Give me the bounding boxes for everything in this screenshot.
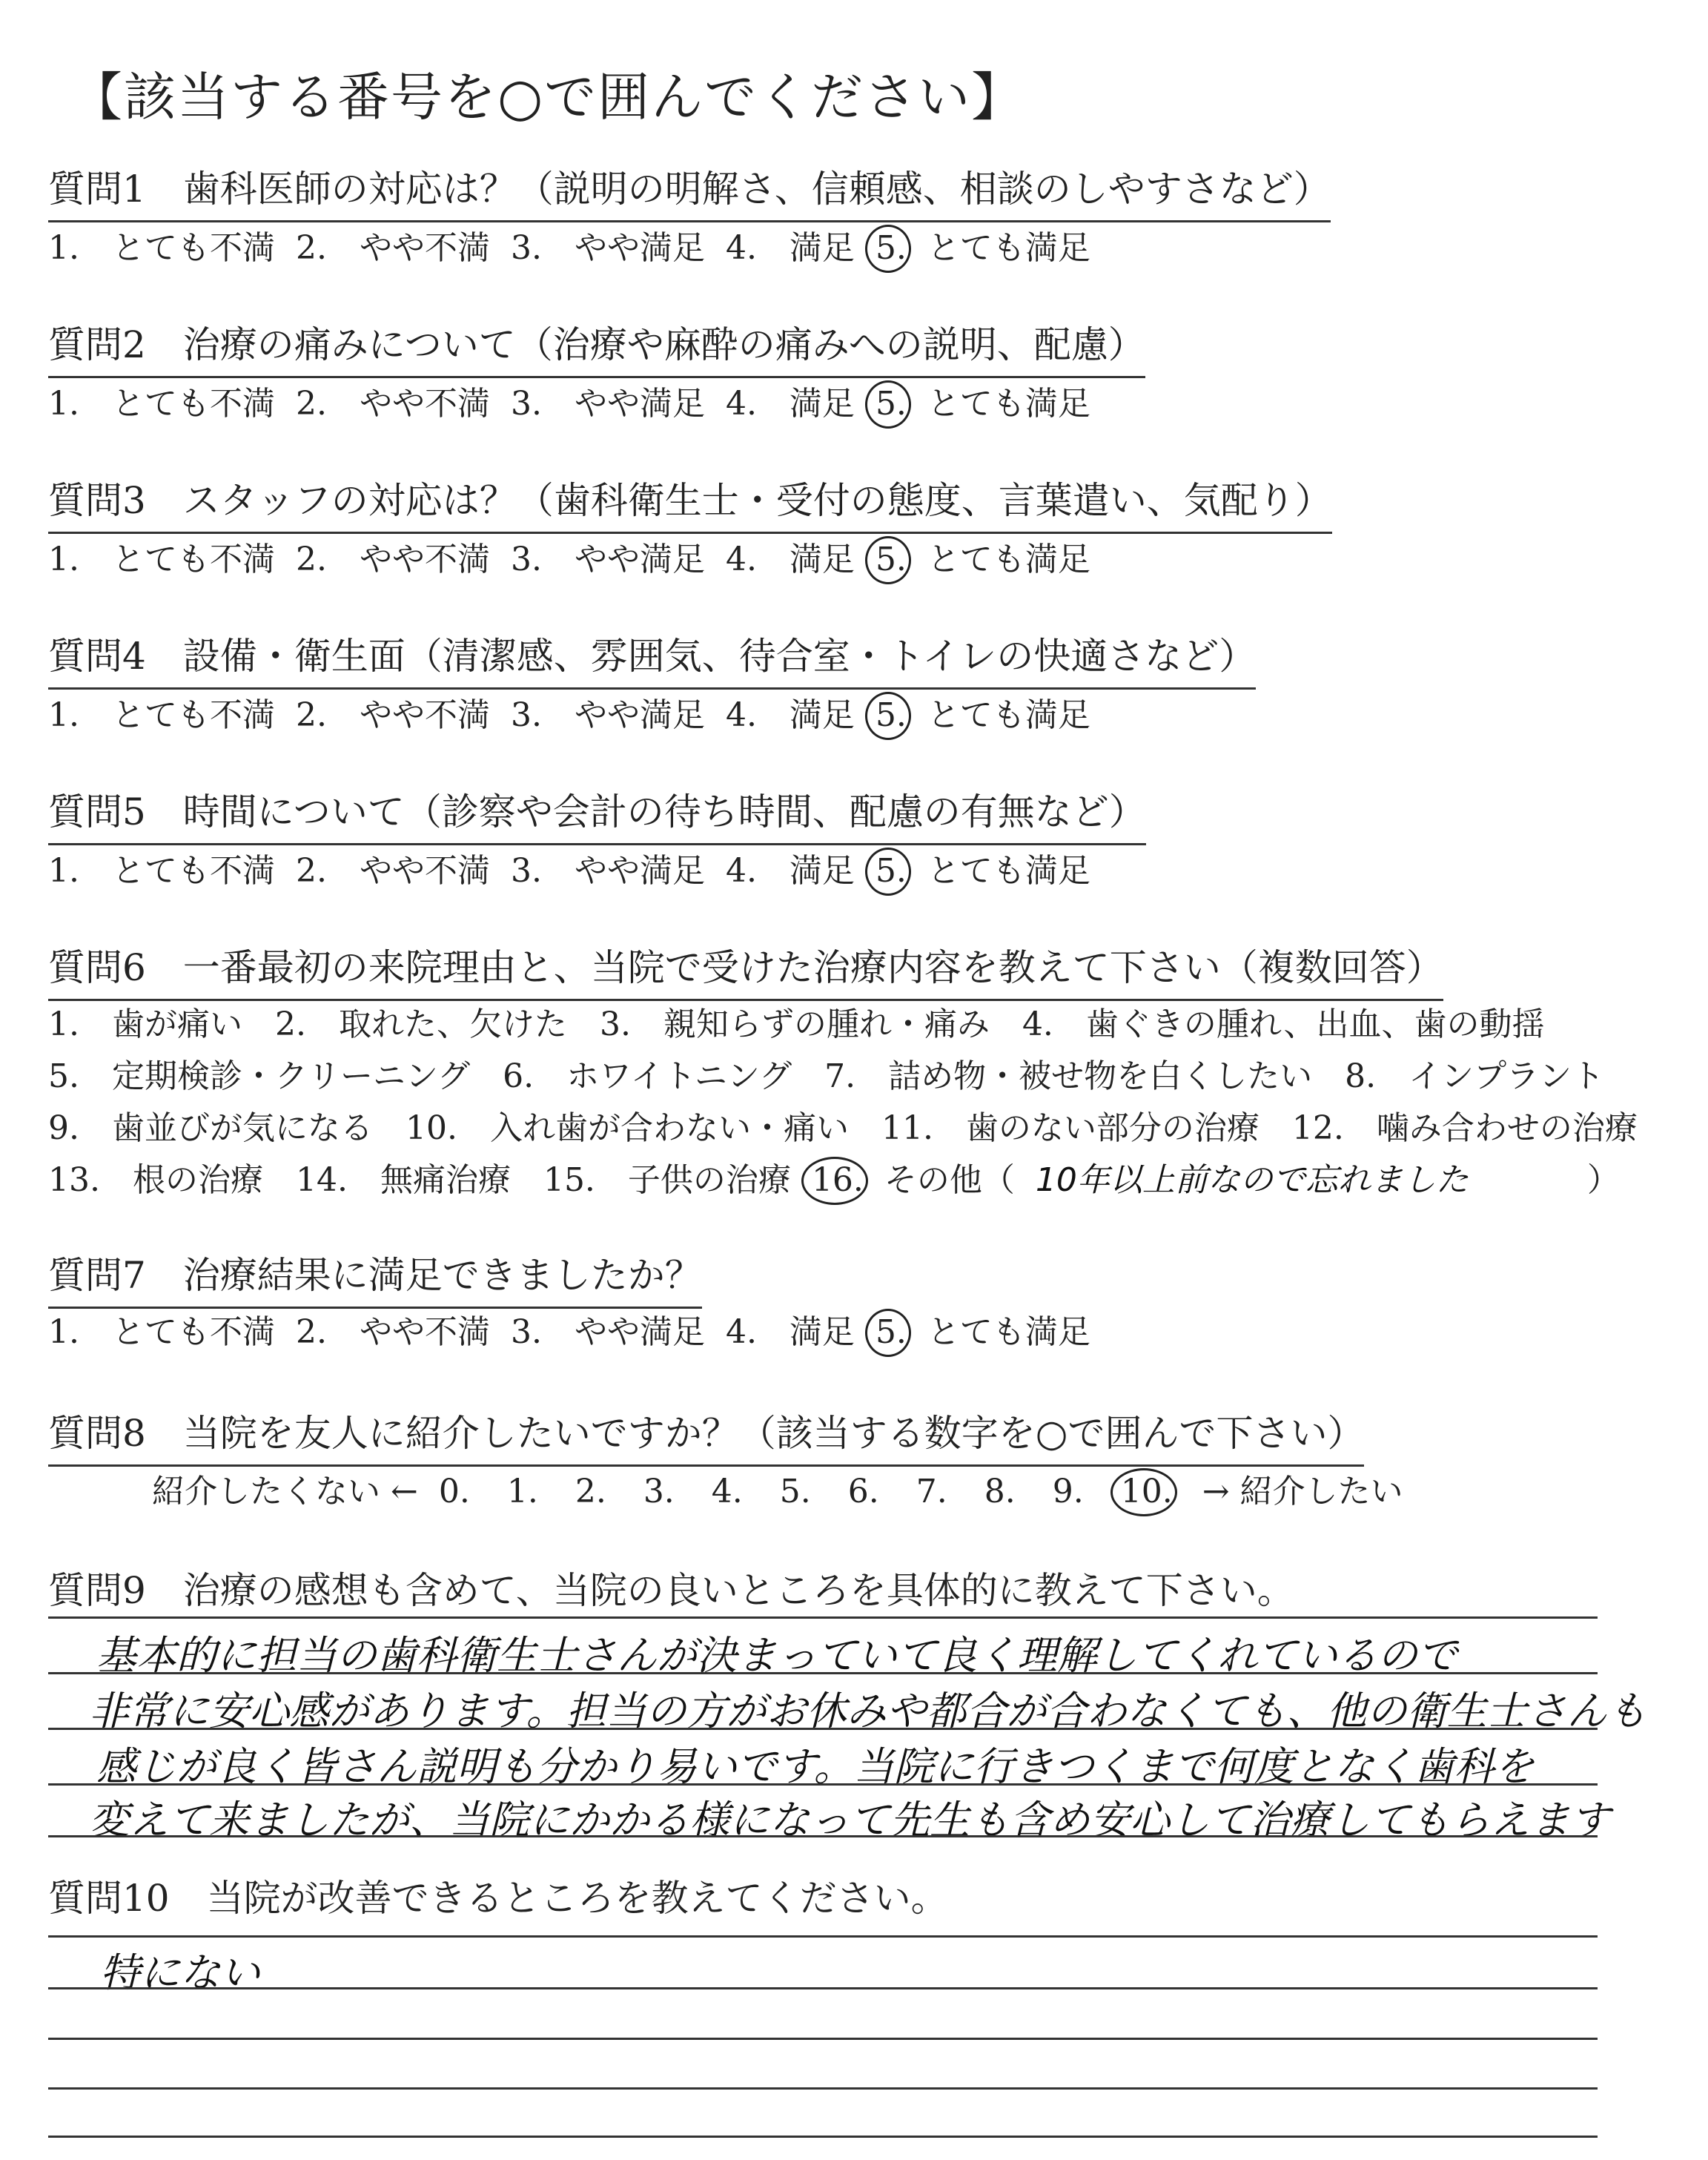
option-5-label: とても満足 bbox=[927, 229, 1090, 267]
question-7-heading: 質問7 治療結果に満足できましたか？ bbox=[48, 1246, 702, 1309]
question-10-answer[interactable]: 特にない bbox=[100, 1949, 260, 1996]
option-5-label: とても満足 bbox=[927, 385, 1090, 423]
question-6-row-2[interactable]: 5. 定期検診・クリーニング 6. ホワイトニング 7. 詰め物・被せ物を白くしたい 8. インプラント bbox=[48, 1057, 1605, 1095]
option-4[interactable]: 4. 満足 bbox=[725, 1313, 855, 1351]
option-4[interactable]: 4. 満足 bbox=[725, 229, 855, 267]
option-1[interactable]: 1. とても不満 bbox=[48, 852, 275, 890]
question-9-answer-line-1[interactable]: 基本的に担当の歯科衛生士さんが決まっていて良く理解してくれているので bbox=[96, 1632, 1457, 1679]
question-6-row-4-options[interactable]: 13. 根の治療 14. 無痛治療 15. 子供の治療 bbox=[48, 1161, 791, 1199]
question-9-answer-line-2[interactable]: 非常に安心感があります。担当の方がお休みや都合が合わなくても、他の衛生士さんも bbox=[89, 1688, 1647, 1734]
option-2[interactable]: 2. やや不満 bbox=[295, 852, 490, 890]
question-5-options bbox=[48, 844, 1111, 891]
question-6-row-1[interactable]: 1. 歯が痛い 2. 取れた、欠けた 3. 親知らずの腫れ・痛み 4. 歯ぐきの腫れ、出血、歯の動揺 bbox=[48, 1005, 1545, 1043]
other-close-paren: ） bbox=[1586, 1161, 1620, 1199]
question-4-heading: 質問4 設備・衛生面（清潔感、雰囲気、待合室・トイレの快適さなど） bbox=[48, 627, 1256, 690]
option-4[interactable]: 4. 満足 bbox=[725, 852, 855, 890]
question-4-options bbox=[48, 688, 1111, 736]
score-10-circled[interactable]: 10. bbox=[1120, 1473, 1173, 1510]
answer-rule bbox=[48, 1987, 1598, 1989]
question-1-options bbox=[48, 221, 1111, 268]
scale-right-label: → 紹介したい bbox=[1202, 1473, 1403, 1510]
question-2-heading: 質問2 治療の痛みについて（治療や麻酔の痛みへの説明、配慮） bbox=[48, 315, 1145, 378]
question-6-heading: 質問6 一番最初の来院理由と、当院で受けた治療内容を教えて下さい（複数回答） bbox=[48, 938, 1443, 1001]
answer-rule bbox=[48, 2136, 1598, 2138]
scale-left-label: 紹介したくない ← bbox=[152, 1473, 418, 1510]
option-16-circled[interactable]: 16. bbox=[811, 1161, 864, 1199]
score-2[interactable]: 2. bbox=[575, 1473, 606, 1510]
score-1[interactable]: 1. bbox=[506, 1473, 538, 1510]
question-1-heading: 質問1 歯科医師の対応は？（説明の明解さ、信頼感、相談のしやすさなど） bbox=[48, 159, 1331, 222]
question-3-options bbox=[48, 532, 1111, 580]
question-10-heading: 質問10 当院が改善できるところを教えてください。 bbox=[48, 1877, 948, 1920]
option-1[interactable]: 1. とても不満 bbox=[48, 541, 275, 578]
other-label: その他（ bbox=[884, 1161, 1015, 1199]
answer-rule bbox=[48, 1728, 1598, 1730]
question-3-heading: 質問3 スタッフの対応は？（歯科衛生士・受付の態度、言葉遣い、気配り） bbox=[48, 471, 1332, 534]
option-2[interactable]: 2. やや不満 bbox=[295, 1313, 490, 1351]
question-9-heading: 質問9 治療の感想も含めて、当院の良いところを具体的に教えて下さい。 bbox=[48, 1569, 1294, 1612]
option-3[interactable]: 3. やや満足 bbox=[510, 229, 705, 267]
option-5-label: とても満足 bbox=[927, 696, 1090, 734]
answer-rule bbox=[48, 1672, 1598, 1674]
option-5-label: とても満足 bbox=[927, 852, 1090, 890]
option-4[interactable]: 4. 満足 bbox=[725, 385, 855, 423]
option-5-circled[interactable]: 5. bbox=[875, 852, 907, 890]
option-5-label: とても満足 bbox=[927, 541, 1090, 578]
question-9-answer-line-4[interactable]: 変えて来ましたが、当院にかかる様になって先生も含め安心して治療してもらえます bbox=[89, 1797, 1610, 1843]
option-2[interactable]: 2. やや不満 bbox=[295, 385, 490, 423]
score-6[interactable]: 6. bbox=[847, 1473, 879, 1510]
score-8[interactable]: 8. bbox=[984, 1473, 1016, 1510]
option-2[interactable]: 2. やや不満 bbox=[295, 229, 490, 267]
option-3[interactable]: 3. やや満足 bbox=[510, 852, 705, 890]
question-5-heading: 質問5 時間について（診察や会計の待ち時間、配慮の有無など） bbox=[48, 782, 1146, 845]
option-3[interactable]: 3. やや満足 bbox=[510, 385, 705, 423]
option-3[interactable]: 3. やや満足 bbox=[510, 696, 705, 734]
other-handwritten-answer[interactable]: 10年以上前なので忘れました bbox=[1035, 1161, 1469, 1199]
option-3[interactable]: 3. やや満足 bbox=[510, 1313, 705, 1351]
option-5-circled[interactable]: 5. bbox=[875, 229, 907, 267]
question-8-heading: 質問8 当院を友人に紹介したいですか？（該当する数字を○で囲んで下さい） bbox=[48, 1404, 1364, 1467]
question-9-answer-line-3[interactable]: 感じが良く皆さん説明も分かり易いです。当院に行きつくまで何度となく歯科を bbox=[96, 1743, 1535, 1790]
answer-rule bbox=[48, 1783, 1598, 1786]
question-6-row-3[interactable]: 9. 歯並びが気になる 10. 入れ歯が合わない・痛い 11. 歯のない部分の治療 12. 噛み合わせの治療 bbox=[48, 1109, 1638, 1147]
score-0[interactable]: 0. bbox=[438, 1473, 470, 1510]
option-5-circled[interactable]: 5. bbox=[875, 385, 907, 423]
option-1[interactable]: 1. とても不満 bbox=[48, 385, 275, 423]
question-7-options bbox=[48, 1305, 1111, 1353]
score-5[interactable]: 5. bbox=[779, 1473, 811, 1510]
answer-rule bbox=[48, 2038, 1598, 2040]
question-2-options bbox=[48, 377, 1111, 424]
page-title: 【該当する番号を○で囲んでください】 bbox=[70, 67, 1025, 128]
score-9[interactable]: 9. bbox=[1052, 1473, 1084, 1510]
option-5-circled[interactable]: 5. bbox=[875, 541, 907, 578]
option-5-circled[interactable]: 5. bbox=[875, 696, 907, 734]
option-4[interactable]: 4. 満足 bbox=[725, 696, 855, 734]
answer-rule bbox=[48, 2087, 1598, 2090]
option-5-label: とても満足 bbox=[927, 1313, 1090, 1351]
answer-rule bbox=[48, 1835, 1598, 1837]
score-4[interactable]: 4. bbox=[711, 1473, 743, 1510]
answer-rule bbox=[48, 1935, 1598, 1938]
question-6-row-4 bbox=[48, 1153, 1641, 1200]
option-2[interactable]: 2. やや不満 bbox=[295, 696, 490, 734]
option-5-circled[interactable]: 5. bbox=[875, 1313, 907, 1351]
option-1[interactable]: 1. とても不満 bbox=[48, 229, 275, 267]
option-1[interactable]: 1. とても不満 bbox=[48, 1313, 275, 1351]
score-3[interactable]: 3. bbox=[643, 1473, 675, 1510]
answer-rule bbox=[48, 1616, 1598, 1619]
option-1[interactable]: 1. とても不満 bbox=[48, 696, 275, 734]
option-2[interactable]: 2. やや不満 bbox=[295, 541, 490, 578]
question-8-scale bbox=[152, 1464, 1424, 1512]
option-3[interactable]: 3. やや満足 bbox=[510, 541, 705, 578]
score-7[interactable]: 7. bbox=[916, 1473, 947, 1510]
option-4[interactable]: 4. 満足 bbox=[725, 541, 855, 578]
